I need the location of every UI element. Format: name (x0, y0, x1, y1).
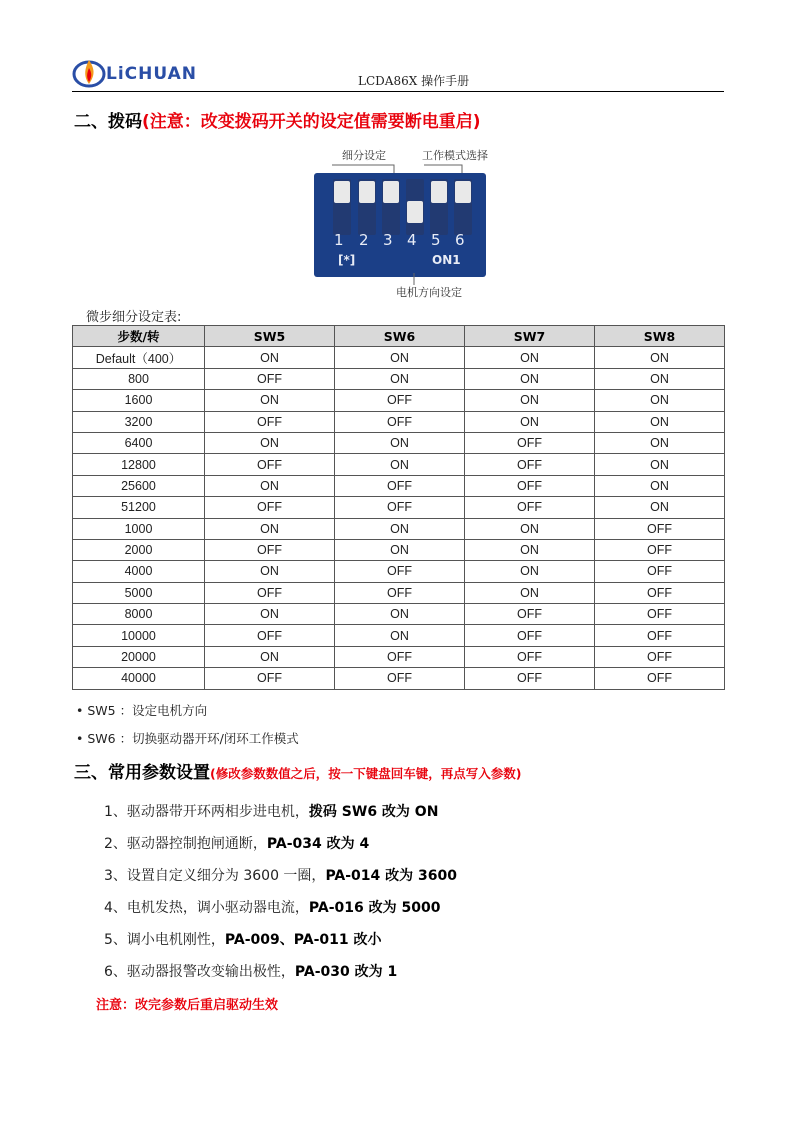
steps-cell: 51200 (73, 497, 205, 518)
switch-state-cell: OFF (335, 668, 465, 689)
switch-state-cell: OFF (465, 625, 595, 646)
table-row (73, 625, 725, 646)
switch-state-cell: ON (465, 368, 595, 389)
table-row (73, 390, 725, 411)
switch-state-cell: OFF (335, 475, 465, 496)
switch-state-cell: ON (595, 347, 725, 368)
switch-state-cell: ON (595, 475, 725, 496)
switch-state-cell: ON (335, 518, 465, 539)
param-item: 5、调小电机刚性，PA-009、PA-011 改小 (104, 932, 382, 948)
switch-3 (382, 179, 400, 235)
steps-cell: 12800 (73, 454, 205, 475)
switch-state-cell: OFF (205, 368, 335, 389)
label-subdivision: 细分设定 (342, 149, 386, 162)
table-row (73, 646, 725, 667)
switch-state-cell: OFF (465, 668, 595, 689)
steps-cell: 1600 (73, 390, 205, 411)
steps-cell: 25600 (73, 475, 205, 496)
switch-state-cell: OFF (465, 475, 595, 496)
switch-5 (430, 179, 448, 235)
final-note: 注意：改完参数后重启驱动生效 (96, 998, 279, 1013)
switch-state-cell: OFF (595, 646, 725, 667)
switch-state-cell: ON (335, 604, 465, 625)
switch-state-cell: ON (595, 432, 725, 453)
switch-state-cell: OFF (205, 539, 335, 560)
company-logo (72, 56, 198, 92)
steps-cell: 5000 (73, 582, 205, 603)
switch-state-cell: OFF (205, 411, 335, 432)
switch-state-cell: OFF (335, 582, 465, 603)
switch-state-cell: OFF (205, 497, 335, 518)
switch-state-cell: ON (335, 432, 465, 453)
section2-title: 二、拨码 (74, 112, 142, 132)
switch-state-cell: OFF (465, 432, 595, 453)
switch-2 (358, 179, 376, 235)
document-title: LCDA86X 操作手册 (358, 74, 470, 88)
table-row (73, 518, 725, 539)
table-row (73, 411, 725, 432)
param-item: 1、驱动器带开环两相步进电机，拨码 SW6 改为 ON (104, 804, 439, 820)
switch-state-cell: ON (205, 604, 335, 625)
switch-state-cell: ON (465, 518, 595, 539)
switch-state-cell: ON (205, 475, 335, 496)
switch-4 (406, 179, 424, 235)
switch-state-cell: OFF (595, 625, 725, 646)
switch-state-cell: ON (205, 646, 335, 667)
switch-number: 4 (407, 231, 417, 249)
section3-heading (74, 758, 521, 783)
switch-6 (454, 179, 472, 235)
switch-number: 2 (359, 231, 369, 249)
switch-state-cell: ON (595, 497, 725, 518)
steps-cell: 8000 (73, 604, 205, 625)
header-divider (72, 91, 724, 92)
switch-state-cell: ON (205, 561, 335, 582)
switch-mark-left: [*] (338, 253, 356, 267)
switch-state-cell: ON (465, 347, 595, 368)
switch-state-cell: OFF (335, 411, 465, 432)
switch-1 (333, 179, 351, 235)
label-direction: 电机方向设定 (396, 286, 462, 299)
switch-mark-on: ON1 (432, 253, 461, 267)
switch-state-cell: ON (595, 411, 725, 432)
switch-state-cell: OFF (595, 668, 725, 689)
steps-cell: 10000 (73, 625, 205, 646)
switch-state-cell: ON (465, 539, 595, 560)
switch-state-cell: ON (335, 368, 465, 389)
switch-state-cell: ON (205, 390, 335, 411)
switch-state-cell: ON (335, 625, 465, 646)
switch-state-cell: OFF (595, 561, 725, 582)
param-item: 2、驱动器控制抱闸通断，PA-034 改为 4 (104, 836, 370, 852)
switch-state-cell: OFF (335, 646, 465, 667)
header-sw7: SW7 (465, 326, 595, 347)
steps-cell: 1000 (73, 518, 205, 539)
section3-title: 三、常用参数设置 (74, 763, 210, 783)
steps-cell: Default（400） (73, 347, 205, 368)
switch-state-cell: ON (465, 390, 595, 411)
header-sw5: SW5 (205, 326, 335, 347)
steps-cell: 800 (73, 368, 205, 389)
switch-state-cell: ON (595, 390, 725, 411)
steps-cell: 2000 (73, 539, 205, 560)
switch-state-cell: OFF (595, 518, 725, 539)
header-steps: 步数/转 (73, 326, 205, 347)
switch-state-cell: OFF (335, 497, 465, 518)
switch-state-cell: ON (595, 454, 725, 475)
switch-state-cell: OFF (595, 582, 725, 603)
switch-state-cell: OFF (465, 497, 595, 518)
switch-state-cell: OFF (205, 625, 335, 646)
switch-number: 5 (431, 231, 441, 249)
switch-state-cell: ON (205, 347, 335, 368)
switch-state-cell: ON (335, 347, 465, 368)
table-row (73, 561, 725, 582)
logo-text: LiCHUAN (106, 64, 198, 84)
switch-number: 3 (383, 231, 393, 249)
switch-number: 1 (334, 231, 344, 249)
switch-state-cell: ON (335, 454, 465, 475)
microstep-table (72, 325, 725, 690)
switch-state-cell: ON (335, 539, 465, 560)
table-caption: 微步细分设定表: (86, 310, 182, 325)
dip-switch-figure (312, 145, 492, 297)
section3-note: (修改参数数值之后，按一下键盘回车键，再点写入参数) (210, 766, 522, 781)
section2-note: (注意：改变拨码开关的设定值需要断电重启) (142, 112, 481, 132)
label-work-mode: 工作模式选择 (422, 149, 488, 162)
dip-switch-photo (314, 173, 486, 277)
param-item: 4、电机发热，调小驱动器电流，PA-016 改为 5000 (104, 900, 441, 916)
table-row (73, 475, 725, 496)
steps-cell: 3200 (73, 411, 205, 432)
switch-state-cell: OFF (465, 604, 595, 625)
table-row (73, 668, 725, 689)
logo-flame-icon (72, 56, 106, 90)
switch-state-cell: OFF (205, 668, 335, 689)
table-row (73, 454, 725, 475)
switch-state-cell: ON (465, 561, 595, 582)
param-item: 3、设置自定义细分为 3600 一圈，PA-014 改为 3600 (104, 868, 457, 884)
table-row (73, 497, 725, 518)
switch-state-cell: ON (465, 411, 595, 432)
header-sw6: SW6 (335, 326, 465, 347)
switch-state-cell: OFF (595, 604, 725, 625)
note-sw6: • SW6 ：切换驱动器开环/闭环工作模式 (76, 731, 299, 746)
switch-state-cell: OFF (335, 390, 465, 411)
switch-state-cell: OFF (595, 539, 725, 560)
switch-state-cell: ON (205, 432, 335, 453)
switch-state-cell: OFF (335, 561, 465, 582)
table-row (73, 604, 725, 625)
header-sw8: SW8 (595, 326, 725, 347)
switch-state-cell: OFF (465, 454, 595, 475)
steps-cell: 20000 (73, 646, 205, 667)
table-row (73, 432, 725, 453)
switch-state-cell: ON (465, 582, 595, 603)
switch-state-cell: OFF (465, 646, 595, 667)
table-row (73, 347, 725, 368)
table-row (73, 582, 725, 603)
steps-cell: 6400 (73, 432, 205, 453)
switch-state-cell: ON (205, 518, 335, 539)
table-row (73, 368, 725, 389)
steps-cell: 40000 (73, 668, 205, 689)
table-header-row (73, 326, 725, 347)
steps-cell: 4000 (73, 561, 205, 582)
table-row (73, 539, 725, 560)
section2-heading (74, 107, 481, 132)
switch-state-cell: OFF (205, 454, 335, 475)
switch-state-cell: OFF (205, 582, 335, 603)
note-sw5: • SW5 ：设定电机方向 (76, 703, 208, 718)
param-item: 6、驱动器报警改变输出极性，PA-030 改为 1 (104, 964, 398, 980)
switch-state-cell: ON (595, 368, 725, 389)
switch-number: 6 (455, 231, 465, 249)
